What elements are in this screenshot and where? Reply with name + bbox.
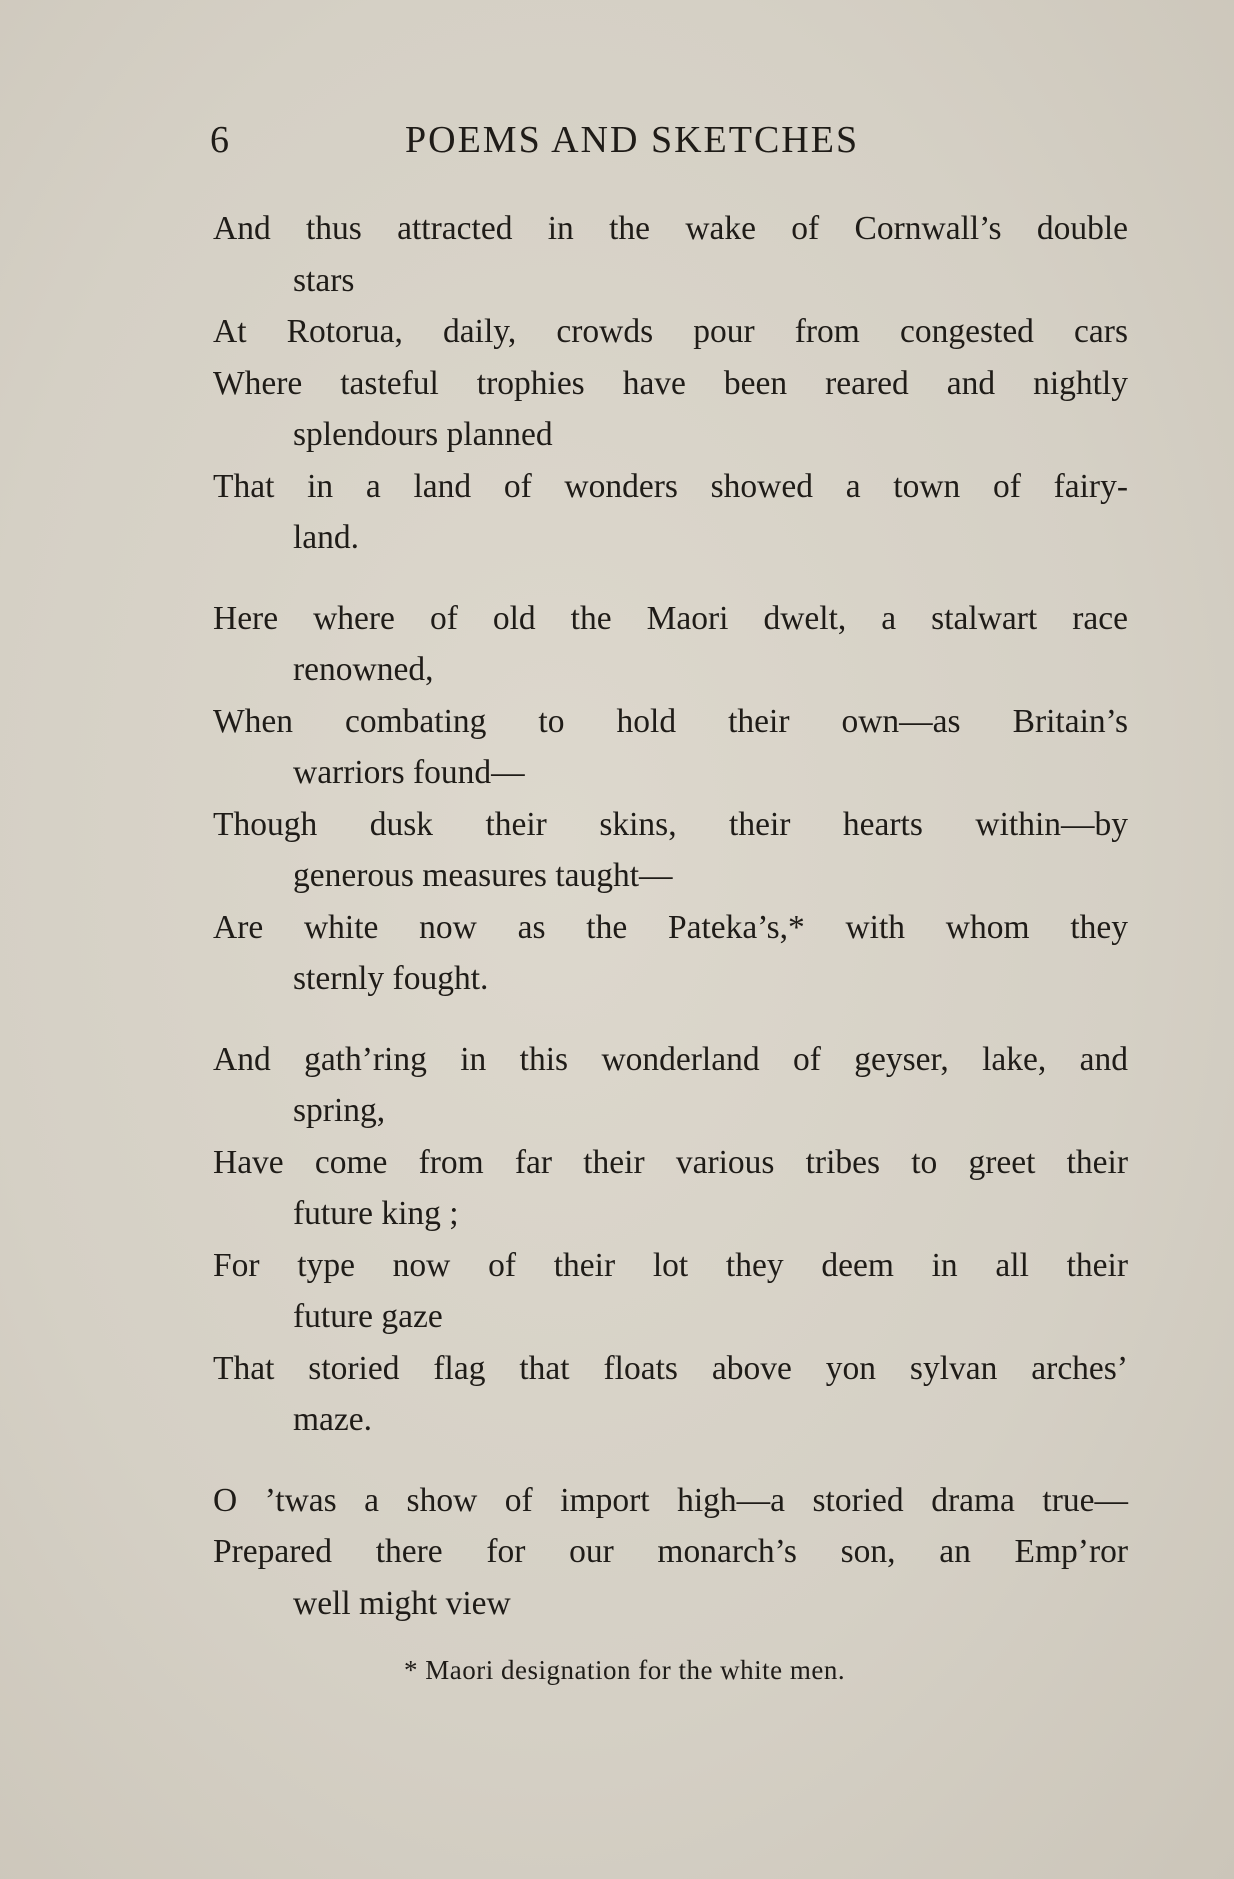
poem-line-continuation: maze. (293, 1401, 373, 1438)
poem-line: Have come from far their various tribes to greet their (213, 1143, 1128, 1181)
poem-line-continuation: stars (293, 261, 355, 299)
poem-line: Prepared there for our monarch’s son, an Emp’ror (213, 1533, 1128, 1570)
stanza-2 (213, 593, 1143, 1005)
footnote: * Maori designation for the white men. (404, 1655, 846, 1685)
stanza-3 (213, 1034, 1143, 1446)
poem-line: For type now of their lot they deem in all their (213, 1246, 1128, 1284)
poem-line-continuation: spring, (293, 1092, 386, 1129)
poem-line: Are white now as the Pateka’s,* with whom they (213, 908, 1128, 946)
poem-line: That in a land of wonders showed a town of fairy- (213, 467, 1128, 505)
running-title: POEMS AND SKETCHES (405, 119, 860, 161)
poem-line-continuation: future gaze (293, 1298, 443, 1335)
poem-line: And thus attracted in the wake of Cornwall’s double (213, 210, 1128, 247)
poem-line-continuation: land. (293, 519, 360, 556)
page-header (210, 118, 940, 168)
stanza-1 (213, 203, 1143, 564)
poem-line-continuation: sternly fought. (293, 960, 489, 997)
poem-body (213, 203, 1143, 1658)
page-number: 6 (210, 119, 230, 161)
poem-line: That storied flag that floats above yon sylvan arches’ (213, 1349, 1128, 1387)
poem-line: Though dusk their skins, their hearts within—by (213, 805, 1128, 843)
poem-line: And gath’ring in this wonderland of geyser, lake, and (213, 1040, 1128, 1078)
poem-line: O ’twas a show of import high—a storied drama true— (213, 1481, 1128, 1519)
poem-line: When combating to hold their own—as Britain’s (213, 702, 1128, 740)
poem-line: Here where of old the Maori dwelt, a stalwart race (213, 599, 1128, 637)
poem-line: At Rotorua, daily, crowds pour from congested cars (213, 313, 1128, 350)
poem-line: Where tasteful trophies have been reared and nightly (213, 364, 1128, 402)
poem-line-continuation: warriors found— (293, 754, 525, 791)
poem-line-continuation: future king ; (293, 1195, 459, 1232)
poem-line-continuation: well might view (293, 1584, 511, 1622)
poem-line-continuation: generous measures taught— (293, 857, 673, 894)
poem-line-continuation: splendours planned (293, 416, 553, 453)
poem-line-continuation: renowned, (293, 651, 434, 688)
stanza-4 (213, 1475, 1143, 1630)
